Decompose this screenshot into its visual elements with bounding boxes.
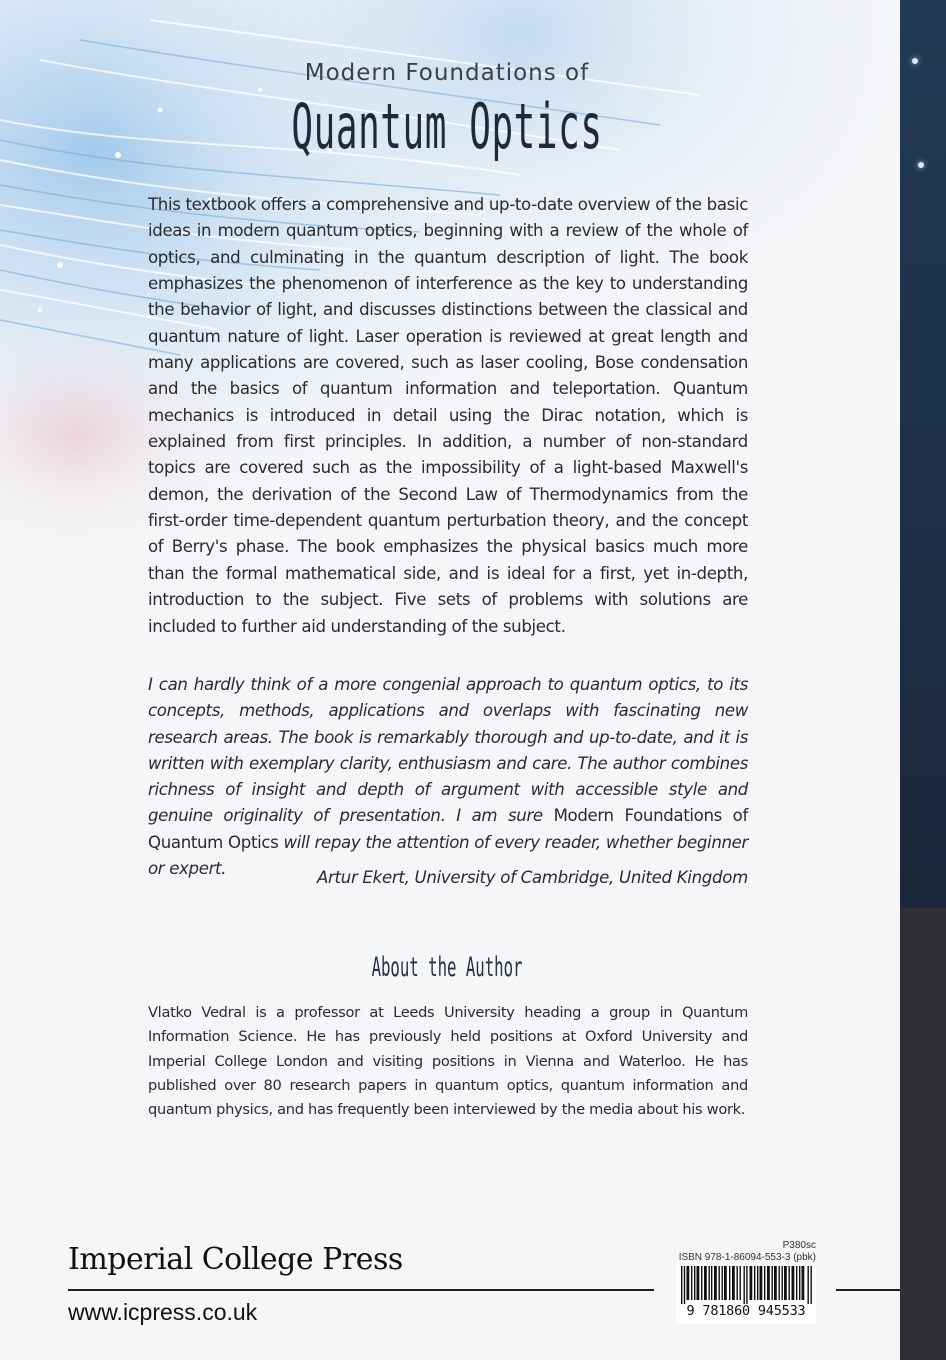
endorsement-quote [148,672,748,882]
product-code: P380sc [782,1240,816,1251]
isbn-barcode [676,1264,816,1324]
book-description: This textbook offers a comprehensive and up-to-date overview of the basic ideas in modern quantum optics, beginning with a review of the whole of optics, and culminating in the quantum description of light. The book emphasizes the phenomenon of interference as the key to understanding the behavior of light, and discusses distinctions between the classical and quantum nature of light. Laser operation is reviewed at great length and many applications are covered, such as laser cooling, Bose condensation and the basics of quantum information and teleportation. Quantum mechanics is introduced in detail using the Dirac notation, which is explained from first principles. In addition, a number of non-standard topics are covered such as the impossibility of a light-based Maxwell's demon, the derivation of the Second Law of Thermodynamics from the first-order time-dependent quantum perturbation theory, and the concept of Berry's phase. The book emphasizes the physical basics much more than the formal mathematical side, and is ideal for a first, yet in-depth, introduction to the subject. Five sets of problems with solutions are included to further aid understanding of the subject. [148,195,748,636]
quote-text: I can hardly think of a more congenial approach to quantum optics, to its concepts, methods, applications and overlaps with fascinating new research areas. The book is remarkably thorough and up-to-date, and it is written with exemplary clarity, enthusiasm and care. The author combines richness of insight and depth of argument with accessible style and genuine originality of presentation. I am sure [148,675,748,826]
quote-text-end: will repay the attention of every reader, whether beginner or expert. [148,832,748,879]
series-title: Modern Foundations of [304,60,590,86]
quote-attribution: Artur Ekert, University of Cambridge, United Kingdom [316,868,748,887]
book-title: Quantum Optics [291,90,603,163]
divider-line [68,1289,654,1291]
author-bio: Vlatko Vedral is a professor at Leeds University heading a group in Quantum Information Science. He has previously held positions at Oxford University and Imperial College London and visiting positions in Vienna and Waterloo. He has published over 80 research papers in quantum optics, quantum information and quantum physics, and has frequently been interviewed by the media about his work. [148,1004,748,1119]
isbn-label: ISBN 978-1-86094-553-3 (pbk) [678,1252,816,1263]
publisher-website: www.icpress.co.uk [68,1299,258,1325]
divider-line [836,1289,900,1291]
author-heading: About the Author [371,952,523,983]
spine-blue-band [900,0,946,908]
barcode-bars [681,1266,813,1304]
publisher-name: Imperial College Press [68,1242,403,1277]
light-dot [918,162,924,168]
quote-book-title: Modern Foundations of Quantum Optics [148,806,748,852]
light-dot [912,58,918,64]
barcode-digits: 9 781860 945533 [686,1303,806,1319]
